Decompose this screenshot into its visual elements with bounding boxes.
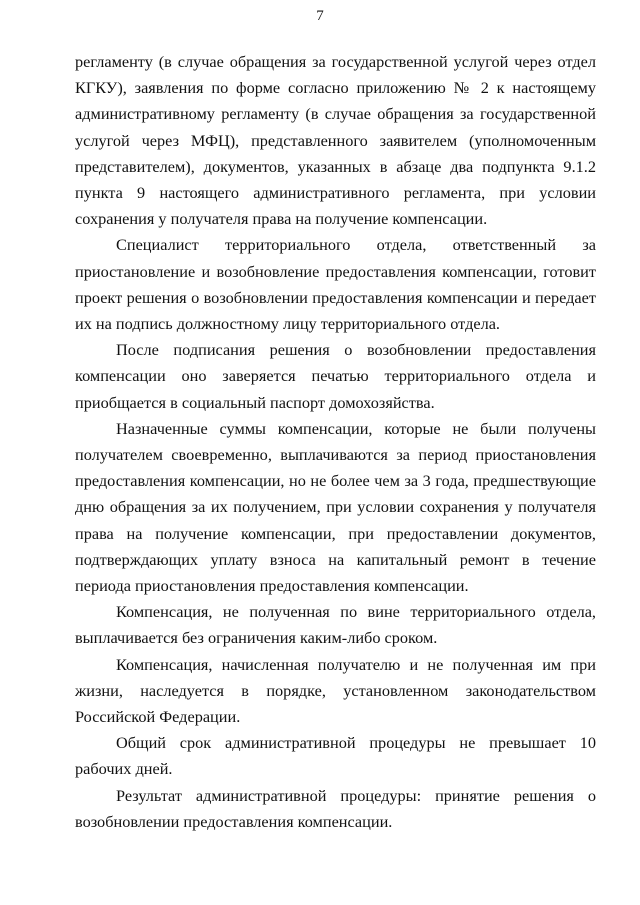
paragraph-compensation-fault: Компенсация, не полученная по вине территориального отдела, выплачивается без ограничения каким-либо сроком.: [75, 602, 596, 648]
document-body: [75, 49, 596, 835]
paragraph-assigned-sums: Назначенные суммы компенсации, которые не были получены получателем своевременно, выплачиваются за период приостановления предоставления компенсации, но не более чем за 3 года, предшествующие дню обращения за их получением, при условии сохранения у получателя права на получение компенсации, при предоставлении документов, подтверждающих уплату взноса на капитальный ремонт в течение периода приостановления предоставления компенсации.: [75, 418, 596, 596]
paragraph-compensation-inherited: Компенсация, начисленная получателю и не полученная им при жизни, наследуется в порядке, установленном законодательством Российской Федерации.: [75, 654, 596, 727]
paragraph-result: Результат административной процедуры: принятие решения о возобновлении предоставления компенсации.: [75, 785, 596, 831]
page-number: 7: [316, 8, 324, 24]
paragraph-after-signing: После подписания решения о возобновлении предоставления компенсации оно заверяется печатью территориального отдела и приобщается в социальный паспорт домохозяйства.: [75, 340, 596, 412]
paragraph-specialist: Специалист территориального отдела, ответственный за приостановление и возобновление предоставления компенсации, готовит проект решения о возобновлении предоставления компенсации и передает их на подпись должностному лицу территориального отдела.: [75, 235, 596, 334]
paragraph-total-term: Общий срок административной процедуры не превышает 10 рабочих дней.: [75, 733, 596, 779]
paragraph-continuation: регламенту (в случае обращения за государственной услугой через отдел КГКУ), заявления по форме согласно приложению № 2 к настоящему административному регламенту (в случае обращения за государственной услугой через МФЦ), представленного заявителем (уполномоченным представителем), документов, указанных в абзаце два подпункта 9.1.2 пункта 9 настоящего административного регламента, при условии сохранения у получателя права на получение компенсации.: [75, 52, 596, 229]
